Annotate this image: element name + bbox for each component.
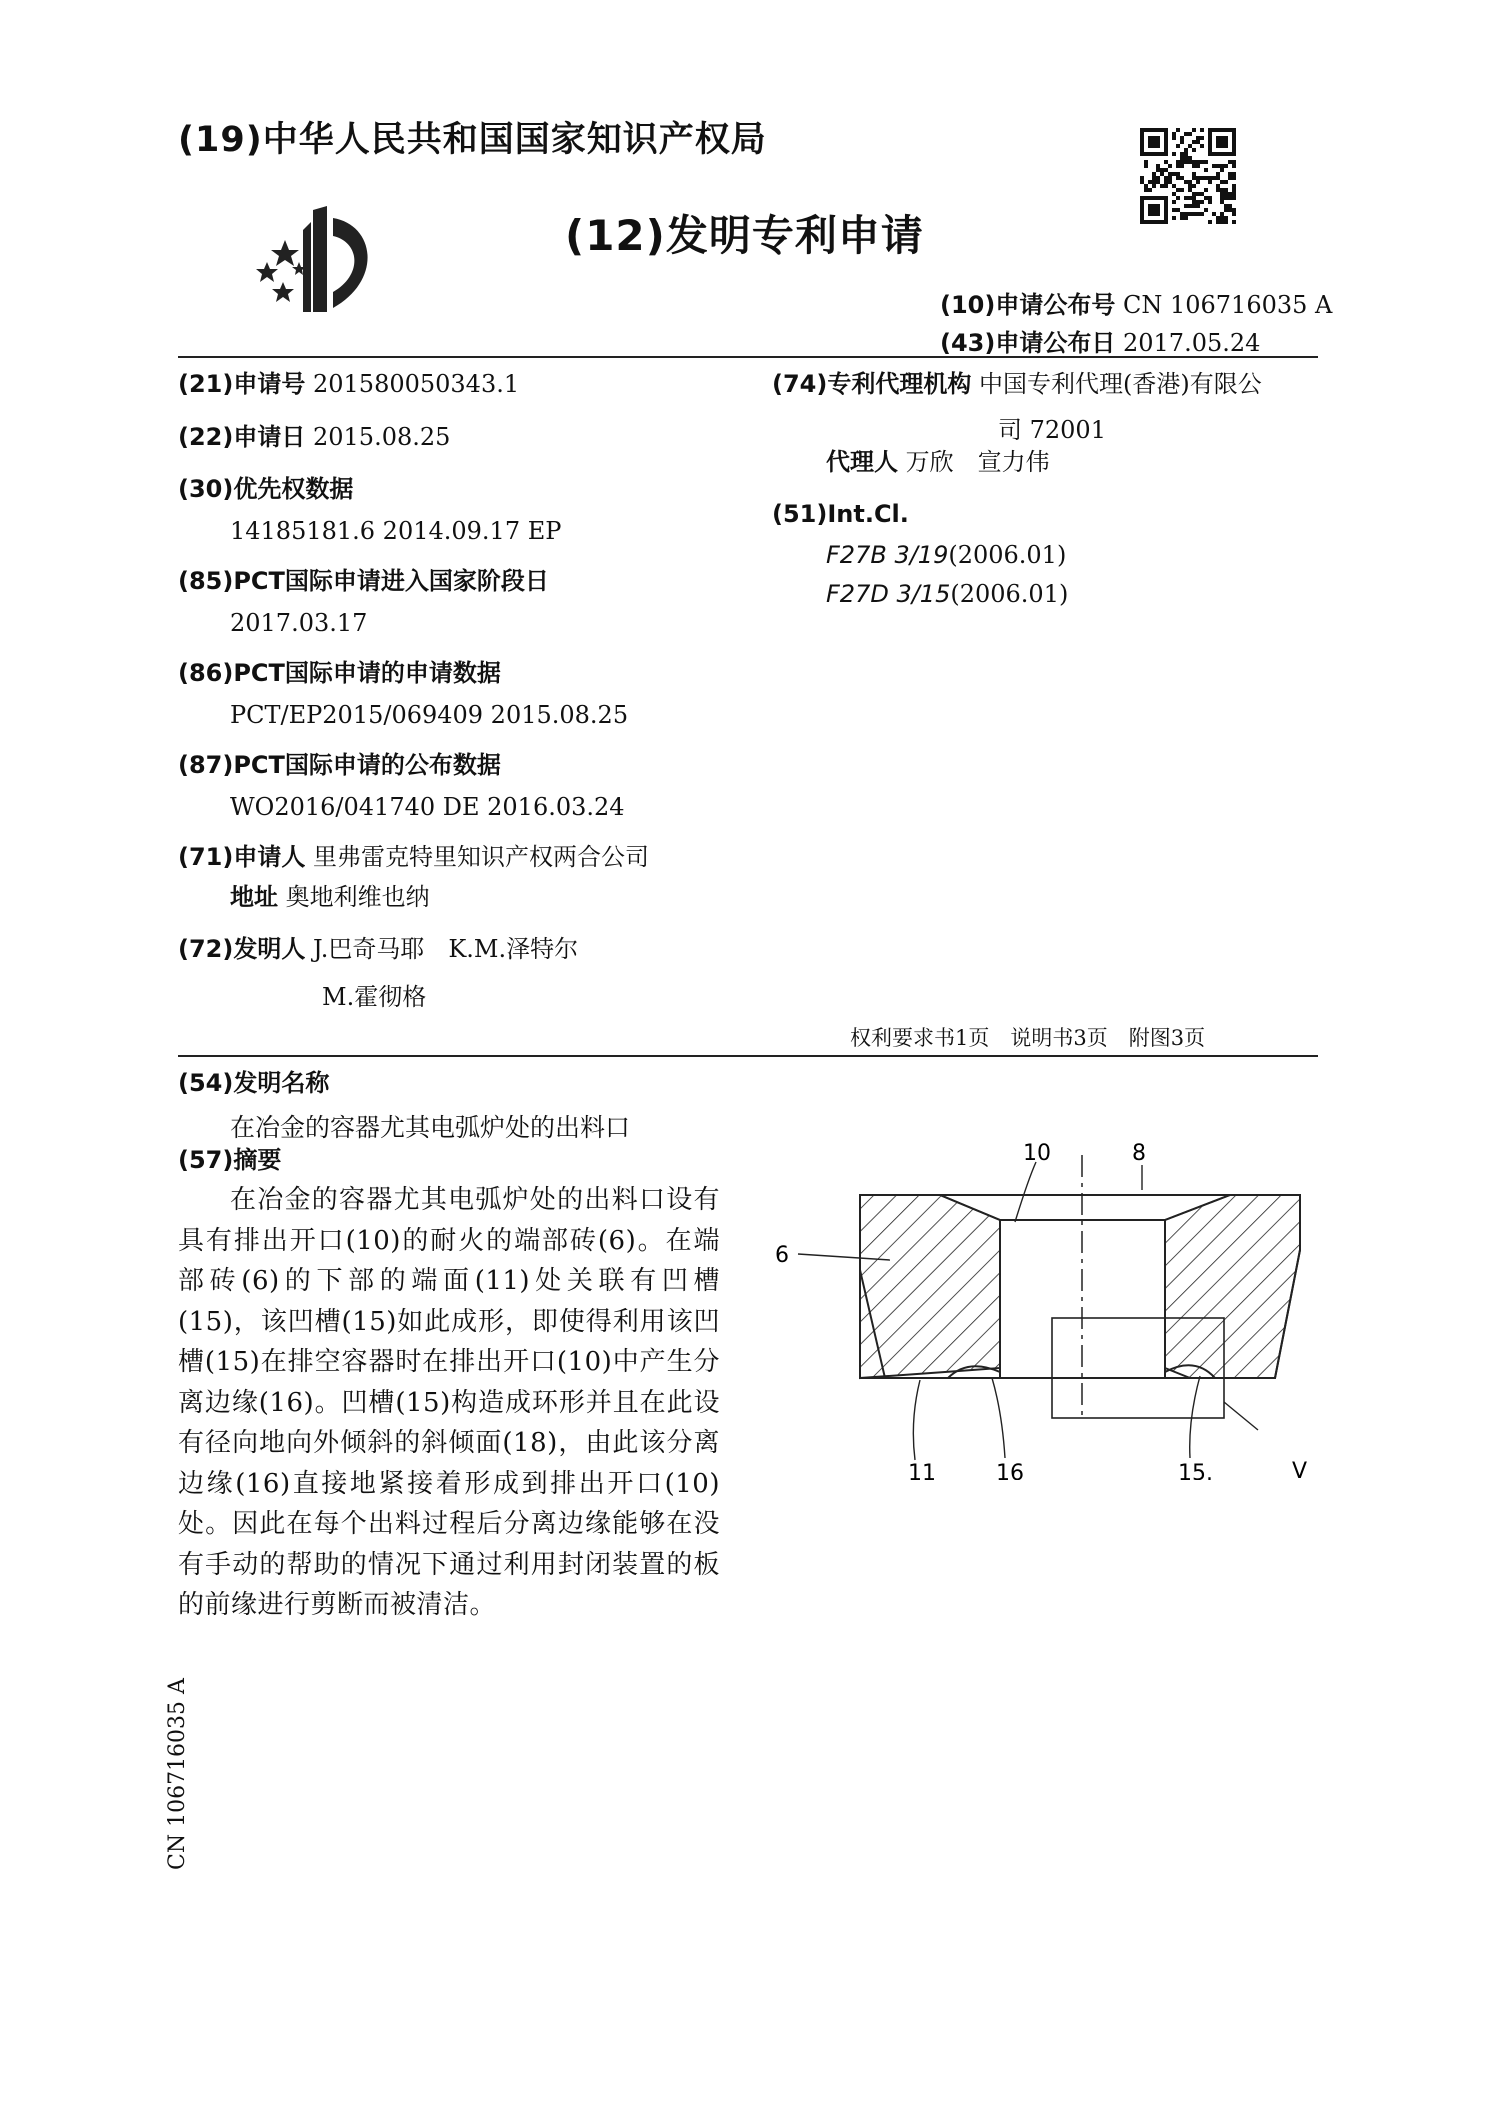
figure-label-8: 8 (1132, 1141, 1146, 1166)
figure-label-15: 15. (1178, 1461, 1213, 1480)
agents: 代理人 万欣 宣力伟 (826, 448, 1050, 476)
office-name: (19)中华人民共和国国家知识产权局 (178, 120, 767, 160)
pct-entry-date: 2017.03.17 (230, 609, 368, 637)
pct-publication-label: (87)PCT国际申请的公布数据 (178, 751, 501, 779)
figure-label-16: 16 (996, 1461, 1024, 1480)
publication-number: (10)申请公布号 CN 106716035 A (940, 291, 1333, 319)
figure-label-6: 6 (775, 1243, 789, 1268)
inventors: (72)发明人 J.巴奇马耶 K.M.泽特尔 (178, 935, 579, 963)
application-number: (21)申请号 201580050343.1 (178, 370, 520, 398)
pct-publication-data: WO2016/041740 DE 2016.03.24 (230, 793, 625, 821)
section-rule (178, 1055, 1318, 1057)
pct-application-label: (86)PCT国际申请的申请数据 (178, 659, 501, 687)
priority-label: (30)优先权数据 (178, 475, 354, 503)
ipc-label: (51)Int.Cl. (772, 500, 909, 528)
patent-agency-line2: 司 72001 (998, 416, 1106, 444)
abstract-label: (57)摘要 (178, 1146, 282, 1174)
page-counts: 权利要求书1页 说明书3页 附图3页 (850, 1026, 1206, 1050)
invention-title: 在冶金的容器尤其电弧炉处的出料口 (230, 1113, 631, 1142)
pct-entry-label: (85)PCT国际申请进入国家阶段日 (178, 567, 549, 595)
inventors-line2: M.霍彻格 (322, 983, 427, 1011)
invention-title-label: (54)发明名称 (178, 1069, 330, 1097)
application-date: (22)申请日 2015.08.25 (178, 423, 451, 451)
publication-date: (43)申请公布日 2017.05.24 (940, 329, 1261, 357)
ipc-classification-2: F27D 3/15(2006.01) (826, 580, 1069, 608)
header-rule (178, 356, 1318, 358)
applicant: (71)申请人 里弗雷克特里知识产权两合公司 (178, 843, 649, 871)
figure-label-11: 11 (908, 1461, 936, 1480)
qr-code-icon (1140, 128, 1236, 224)
priority-data: 14185181.6 2014.09.17 EP (230, 517, 562, 545)
end-brick-left (860, 1195, 1000, 1378)
document-type: (12)发明专利申请 (565, 211, 924, 260)
figure-label-10: 10 (1023, 1141, 1051, 1166)
figure-label-v: V (1292, 1459, 1308, 1480)
side-publication-number: CN 106716035 A (165, 1678, 190, 1870)
patent-drawing (770, 1140, 1330, 1480)
cnipa-emblem-icon (245, 200, 390, 315)
ipc-classification-1: F27B 3/19(2006.01) (826, 541, 1067, 569)
pct-application-data: PCT/EP2015/069409 2015.08.25 (230, 701, 629, 729)
patent-agency: (74)专利代理机构 中国专利代理(香港)有限公 (772, 370, 1262, 398)
address: 地址 奥地利维也纳 (230, 883, 430, 911)
abstract-text: 在冶金的容器尤其电弧炉处的出料口设有具有排出开口(10)的耐火的端部砖(6)。在端部砖(6)的下部的端面(11)处关联有凹槽(15)，该凹槽(15)如此成形，即使得利用该凹槽(15)在排空容器时在排出开口(10)中产生分离边缘(16)。凹槽(15)构造成环形并且在此设有径向地向外倾斜的斜倾面(18)，由此该分离边缘(16)直接地紧接着形成到排出开口(10)处。因此在每个出料过程后分离边缘能够在没有手动的帮助的情况下通过利用封闭装置的板的前缘进行剪断而被清洁。 (178, 1185, 720, 1620)
